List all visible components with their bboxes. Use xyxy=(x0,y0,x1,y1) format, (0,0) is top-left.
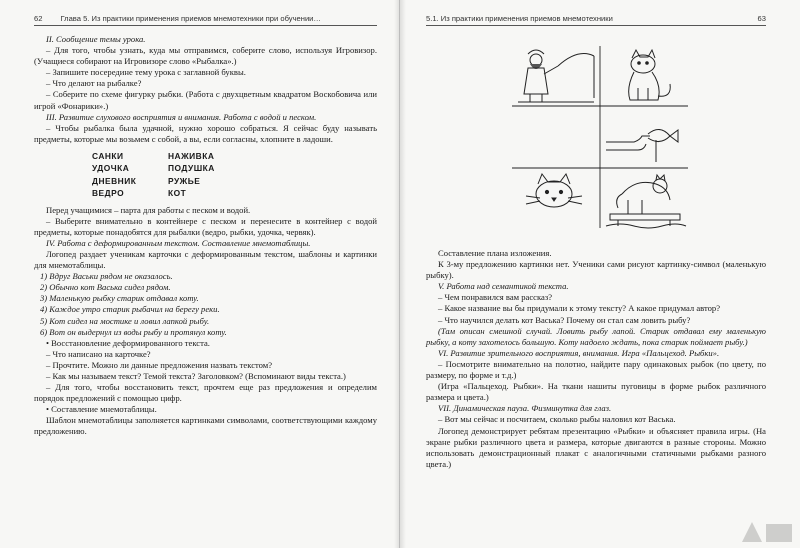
paragraph: – Прочтите. Можно ли данные предложения назвать текстом? xyxy=(46,359,273,370)
paragraph: Составление плана изложения. xyxy=(438,248,552,258)
paragraph: – Что научился делать кот Васька? Почему он стал сам ловить рыбу? xyxy=(438,314,691,325)
paragraph: Перед учащимися – парта для работы с песком и водой. xyxy=(46,204,251,215)
paragraph: Логопед демонстрирует ребятам презентацию «Рыбки» и объясняет правила игры. (На экране рыбки различного цвета и размера, которые двигаются в разные стороны. Можно использовать демонстрационный плакат с аналогичными статичными рыбками разного цвета.) xyxy=(426,425,766,469)
word-table xyxy=(92,150,377,200)
left-page-number: 62 xyxy=(34,14,43,23)
word-table-item: ВЕДРО xyxy=(92,188,125,199)
paragraph: (Игра «Пальцеход. Рыбки». На ткани нашиты пуговицы в форме рыбок различного размера и цвета.) xyxy=(426,381,766,403)
paragraph: III. Развитие слухового восприятия и внимания. Работа с водой и песком. xyxy=(46,111,317,122)
list-item: 4) Каждое утро старик рыбачил на берегу реки. xyxy=(40,304,220,315)
paragraph: – Выберите внимательно в контейнере с песком и перенесите в контейнер с водой предметы, которые понадобятся для рыбалки (ведро, рыбки, удочка, червяк). xyxy=(34,215,377,237)
list-item: 1) Вдруг Васьки рядом не оказалось. xyxy=(40,271,173,282)
cat-on-bridge-icon xyxy=(606,175,686,228)
left-running-head xyxy=(34,14,377,26)
paragraph: – Для того, чтобы восстановить текст, прочтем еще раз предложения и определим порядок предложений с помощью цифр. xyxy=(34,382,377,404)
paragraph: (Там описан смешной случай. Ловить рыбу лапой. Старик отдавал ему маленькую рыбку, а коту захотелось большую. Коту надоело ждать, пока старик поймает рыбу.) xyxy=(426,325,766,347)
list-item: 5) Кот сидел на мостике и ловил лапкой рыбу. xyxy=(40,315,210,326)
cat-face-icon xyxy=(526,174,582,207)
old-man-fishing-icon xyxy=(518,50,594,102)
paragraph: VII. Динамическая пауза. Физминутка для глаз. xyxy=(438,403,612,414)
paragraph: • Восстановление деформированного текста. xyxy=(46,337,210,348)
left-paragraphs-a xyxy=(34,34,377,145)
cat-sitting-icon xyxy=(629,50,671,100)
word-table-item: НАЖИВКА xyxy=(168,150,215,161)
right-page-number: 63 xyxy=(757,14,766,23)
paragraph: Логопед раздает ученикам карточки с деформированным текстом, шаблоны и картинки для мнемотаблицы. xyxy=(34,248,377,271)
publisher-logo-icon xyxy=(738,518,796,546)
paragraph: – Соберите по схеме фигурку рыбки. (Работа с двухцветным квадратом Воскобовича или игрой «Фонарики».) xyxy=(34,89,377,111)
word-table-item: КОТ xyxy=(168,188,187,199)
paragraph: – Что написано на карточке? xyxy=(46,348,151,359)
word-table-item: РУЖЬЕ xyxy=(168,175,201,186)
paragraph: – Для того, чтобы узнать, куда мы отправимся, соберите слово, используя Игровизор. (Учащиеся собирают на Игровизоре слово «Рыбалка».) xyxy=(34,45,377,67)
right-body-text xyxy=(426,248,766,470)
paragraph: – Вот мы сейчас и посчитаем, сколько рыбы наловил кот Васька. xyxy=(438,414,676,425)
paragraph: VI. Развитие зрительного восприятия, внимания. Игра «Пальцеход. Рыбки». xyxy=(438,347,720,358)
paragraph: – Чтобы рыбалка была удачной, нужно хорошо собраться. Я сейчас буду называть предметы, которые мы возьмем с собой, а вы, если согласны, хлопните в ладоши. xyxy=(34,122,377,144)
paragraph: V. Работа над семантикой текста. xyxy=(438,281,569,292)
paragraph: • Составление мнемотаблицы. xyxy=(46,404,157,415)
right-page xyxy=(400,0,800,548)
mnemotable-illustration xyxy=(510,44,690,230)
list-item: 3) Маленькую рыбку старик отдавал коту. xyxy=(40,293,199,304)
hand-holding-fish-icon xyxy=(606,129,678,162)
paragraph: II. Сообщение темы урока. xyxy=(46,34,146,44)
right-section-title: 5.1. Из практики применения приемов мнемотехники xyxy=(426,14,613,23)
mnemotable-grid xyxy=(510,44,690,230)
right-running-head xyxy=(426,14,766,26)
list-item: 2) Обычно кот Васька сидел рядом. xyxy=(40,282,171,293)
left-paragraphs-b xyxy=(34,205,377,272)
list-item: 6) Вот он выдернул из воды рыбу и протянул коту. xyxy=(40,326,227,337)
paragraph: – Чем понравился вам рассказ? xyxy=(438,292,553,303)
sentence-list xyxy=(40,271,377,338)
paragraph: – Запишите посередине тему урока с заглавной буквы. xyxy=(46,67,246,78)
word-table-item: ПОДУШКА xyxy=(168,163,215,174)
paragraph: IV. Работа с деформированным текстом. Составление мнемотаблицы. xyxy=(46,237,311,248)
left-paragraphs-c xyxy=(34,338,377,438)
left-chapter-title: Глава 5. Из практики применения приемов мнемотехники при обучении… xyxy=(60,14,322,23)
paragraph: – Как мы называем текст? Темой текста? Заголовком? (Вспоминают виды текста.) xyxy=(46,370,346,381)
word-table-item: ДНЕВНИК xyxy=(92,175,137,186)
left-body-text xyxy=(34,34,377,438)
word-table-item: САНКИ xyxy=(92,150,124,161)
paragraph: – Какое название вы бы придумали к этому тексту? А какое придумал автор? xyxy=(438,303,721,314)
paragraph: К 3-му предложению картинки нет. Ученики сами рисуют картинку-символ (маленькую рыбку). xyxy=(426,259,766,281)
word-table-item: УДОЧКА xyxy=(92,163,130,174)
paragraph: – Что делают на рыбалке? xyxy=(46,78,142,89)
paragraph: Шаблон мнемотаблицы заполняется картинками символами, соответствующими каждому предложению. xyxy=(34,415,377,437)
paragraph: – Посмотрите внимательно на полотно, найдите пару одинаковых рыбок (по цвету, по размеру, по форме и т.д.) xyxy=(426,358,766,381)
